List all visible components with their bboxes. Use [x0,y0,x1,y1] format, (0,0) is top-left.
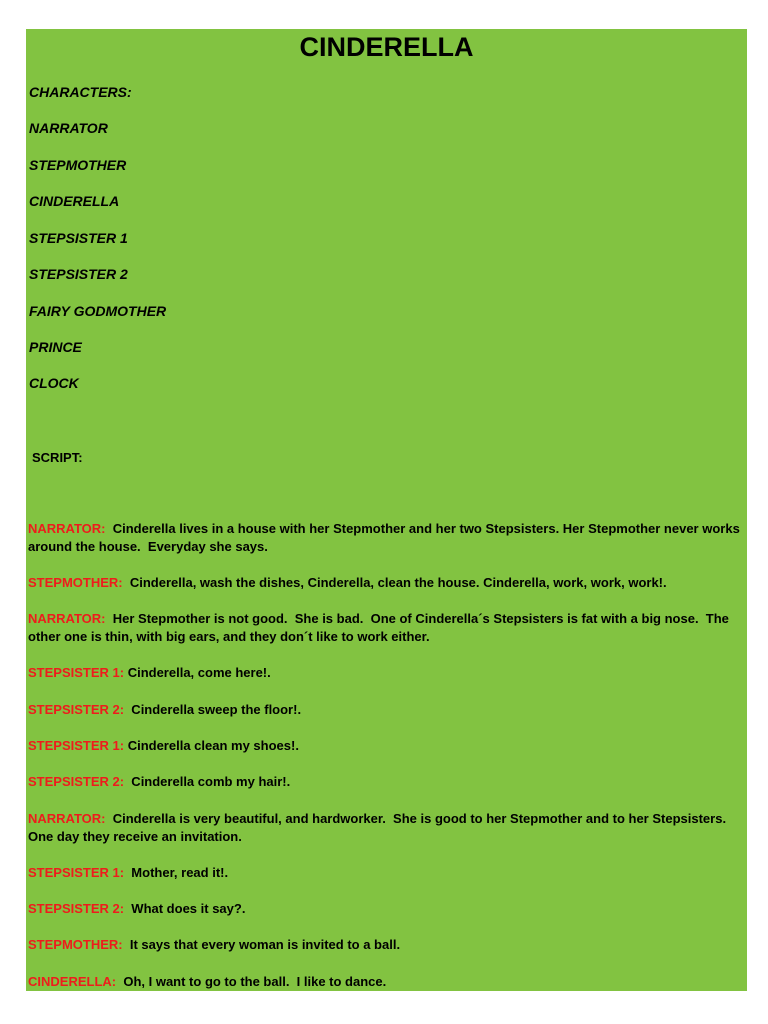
character-item: STEPSISTER 2 [29,266,128,282]
speaker-name: STEPMOTHER: [28,575,123,590]
character-item: STEPMOTHER [29,157,127,173]
script-line [28,810,740,846]
speaker-name: NARRATOR: [28,811,106,826]
dialogue-text: Mother, read it!. [124,865,229,880]
dialogue-text: Oh, I want to go to the ball. I like to dance. [116,974,387,989]
dialogue-text: Cinderella, come here!. [124,665,271,680]
dialogue-text: Cinderella comb my hair!. [124,774,291,789]
character-item: PRINCE [29,339,82,355]
speaker-name: STEPMOTHER: [28,937,123,952]
speaker-name: STEPSISTER 1: [28,665,125,680]
dialogue-text: Cinderella is very beautiful, and hardworker. She is good to her Stepmother and to her Stepsisters. One day they receive an invitation. [28,811,734,844]
speaker-name: NARRATOR: [28,611,106,626]
script-line [28,973,740,991]
speaker-name: STEPSISTER 2: [28,702,125,717]
dialogue-text: Cinderella sweep the floor!. [124,702,302,717]
dialogue-text: Cinderella lives in a house with her Stepmother and her two Stepsisters. Her Stepmother never works around the house. Everyday she says. [28,521,744,554]
dialogue-text: What does it say?. [124,901,246,916]
speaker-name: CINDERELLA: [28,974,117,989]
speaker-name: STEPSISTER 1: [28,865,125,880]
character-item: CINDERELLA [29,193,120,209]
speaker-name: NARRATOR: [28,521,106,536]
script-line [28,773,740,791]
script-line [28,701,740,719]
character-item: FAIRY GODMOTHER [29,303,167,319]
speaker-name: STEPSISTER 2: [28,774,125,789]
character-item: NARRATOR [29,120,108,136]
speaker-name: STEPSISTER 1: [28,738,125,753]
dialogue-text: Cinderella, wash the dishes, Cinderella, clean the house. Cinderella, work, work, work!. [122,575,667,590]
character-item: STEPSISTER 1 [29,230,128,246]
script-line [28,610,740,646]
script-line [28,864,740,882]
script-line [28,936,740,954]
script-line [28,520,744,556]
document-page [26,29,747,991]
script-line [28,737,740,755]
script-line [28,664,740,682]
dialogue-text: Cinderella clean my shoes!. [124,738,299,753]
script-line [28,574,740,592]
script-heading: SCRIPT: [32,450,83,465]
dialogue-text: It says that every woman is invited to a ball. [122,937,401,952]
dialogue-text: Her Stepmother is not good. She is bad. One of Cinderella´s Stepsisters is fat with a big nose. The other one is thin, with big ears, and they don´t like to work either. [28,611,733,644]
characters-heading: CHARACTERS: [29,84,132,100]
script-line [28,900,740,918]
document-title: CINDERELLA [299,32,474,62]
character-item: CLOCK [29,375,79,391]
speaker-name: STEPSISTER 2: [28,901,125,916]
